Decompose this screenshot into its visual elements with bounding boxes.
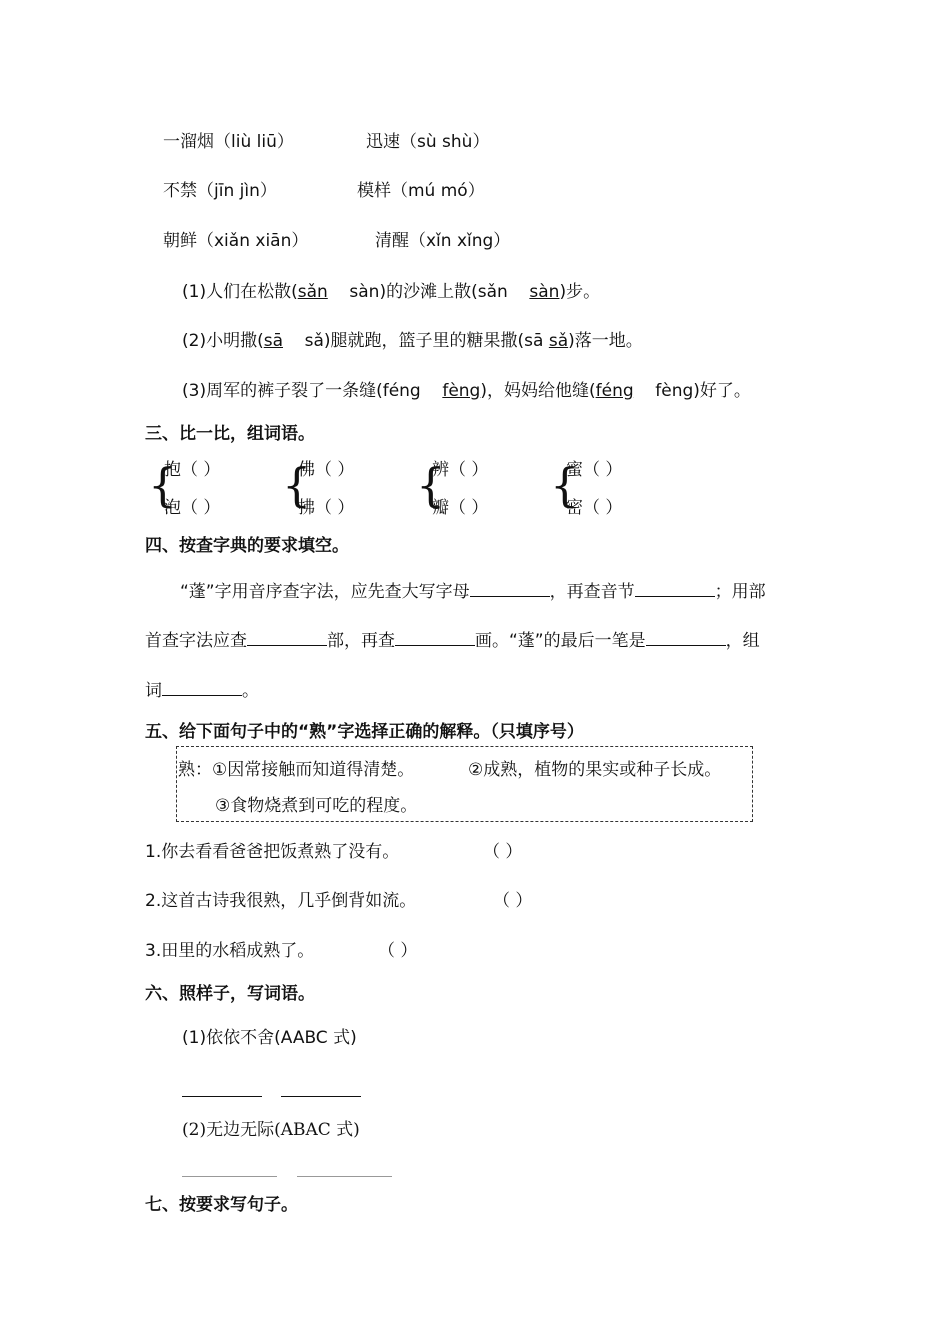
pinyin-item: 不禁（jīn jìn） bbox=[163, 181, 277, 201]
question-3: 3.田里的水稻成熟了。 bbox=[145, 941, 315, 961]
fill-blank[interactable] bbox=[162, 679, 242, 696]
underlined-answer: fèng bbox=[442, 381, 481, 401]
text-part: ，组 bbox=[725, 631, 760, 651]
pinyin-item: 一溜烟（liù liū） bbox=[163, 132, 294, 152]
brace-icon: { bbox=[282, 458, 312, 512]
brace-icon: { bbox=[550, 458, 580, 512]
definition-1: 熟：①因常接触而知道得清楚。 bbox=[178, 760, 415, 780]
text-part: ；用部 bbox=[714, 582, 766, 602]
text-part: ，再查音节 bbox=[549, 582, 635, 602]
fill-blank[interactable] bbox=[247, 629, 327, 646]
brace-icon: { bbox=[148, 458, 178, 512]
fill-blank[interactable] bbox=[470, 580, 550, 597]
question-2: 2.这首古诗我很熟，几乎倒背如流。 bbox=[145, 891, 417, 911]
pinyin-item: 朝鲜（xiǎn xiān） bbox=[163, 231, 309, 251]
text-part: )落一地。 bbox=[568, 331, 643, 351]
answer-paren[interactable]: （ ） bbox=[493, 891, 533, 911]
answer-paren[interactable]: （ ） bbox=[483, 842, 523, 862]
text-part: 画。“蓬”的最后一笔是 bbox=[475, 631, 646, 651]
text-part: (2)小明撒( bbox=[182, 331, 264, 351]
text-part: fèng)好了。 bbox=[633, 381, 751, 401]
answer-line[interactable] bbox=[182, 1096, 262, 1097]
word-pair-top: 蜜（ ） bbox=[566, 460, 623, 480]
text-part: “蓬”字用音序查字法，应先查大写字母 bbox=[180, 582, 470, 602]
text-part: (1)人们在松散( bbox=[182, 282, 298, 302]
poly-sentence-2 bbox=[182, 330, 643, 352]
underlined-answer: sǎn bbox=[297, 282, 328, 302]
underlined-answer: sā bbox=[263, 331, 283, 351]
definition-3: ③食物烧煮到可吃的程度。 bbox=[215, 796, 418, 816]
text-part: )步。 bbox=[559, 282, 601, 302]
pattern-1: (1)依依不舍(AABC 式) bbox=[182, 1028, 357, 1048]
word-pair-bottom: 拂（ ） bbox=[298, 498, 355, 518]
fill-blank[interactable] bbox=[646, 629, 726, 646]
text-part: 部，再查 bbox=[327, 631, 395, 651]
section-7-title: 七、按要求写句子。 bbox=[145, 1195, 298, 1215]
text-part: sàn)的沙滩上散(sǎn bbox=[327, 282, 530, 302]
text-part: sǎ)腿就跑，篮子里的糖果撒(sā bbox=[283, 331, 549, 351]
word-pair-top: 抱（ ） bbox=[164, 460, 221, 480]
pinyin-item: 迅速（sù shù） bbox=[366, 132, 490, 152]
word-pair-top: 佛（ ） bbox=[298, 460, 355, 480]
word-pair-bottom: 泡（ ） bbox=[164, 498, 221, 518]
text-part: 。 bbox=[242, 681, 259, 701]
answer-line[interactable] bbox=[182, 1176, 277, 1177]
text-part: 首查字法应查 bbox=[145, 631, 247, 651]
definition-2: ②成熟，植物的果实或种子长成。 bbox=[468, 760, 722, 780]
fill-blank[interactable] bbox=[395, 629, 475, 646]
section-5-title: 五、给下面句子中的“熟”字选择正确的解释。（只填序号） bbox=[145, 722, 584, 742]
dictionary-line-2 bbox=[145, 629, 760, 652]
section-4-title: 四、按查字典的要求填空。 bbox=[145, 536, 349, 556]
answer-line[interactable] bbox=[281, 1096, 361, 1097]
word-pair-top: 辨（ ） bbox=[432, 460, 489, 480]
section-6-title: 六、照样子，写词语。 bbox=[145, 984, 315, 1004]
fill-blank[interactable] bbox=[635, 580, 715, 597]
question-1: 1.你去看看爸爸把饭煮熟了没有。 bbox=[145, 842, 400, 862]
answer-paren[interactable]: （ ） bbox=[378, 941, 418, 961]
underlined-answer: sàn bbox=[529, 282, 560, 302]
section-3-title: 三、比一比，组词语。 bbox=[145, 424, 315, 444]
text-part: 词 bbox=[145, 681, 162, 701]
pinyin-item: 清醒（xǐn xǐng） bbox=[375, 231, 511, 251]
answer-line[interactable] bbox=[297, 1176, 392, 1177]
brace-icon: { bbox=[416, 458, 446, 512]
dictionary-line-1 bbox=[180, 580, 766, 603]
underlined-answer: féng bbox=[595, 381, 634, 401]
dictionary-line-3 bbox=[145, 679, 259, 702]
pattern-2: (2)无边无际(ABAC 式) bbox=[182, 1120, 360, 1140]
poly-sentence-3 bbox=[182, 380, 751, 402]
text-part: (3)周军的裤子裂了一条缝(féng bbox=[182, 381, 443, 401]
text-part: )，妈妈给他缝( bbox=[480, 381, 596, 401]
underlined-answer: sǎ bbox=[548, 331, 569, 351]
poly-sentence-1 bbox=[182, 281, 600, 303]
pinyin-item: 模样（mú mó） bbox=[357, 181, 485, 201]
word-pair-bottom: 密（ ） bbox=[566, 498, 623, 518]
word-pair-bottom: 瓣（ ） bbox=[432, 498, 489, 518]
